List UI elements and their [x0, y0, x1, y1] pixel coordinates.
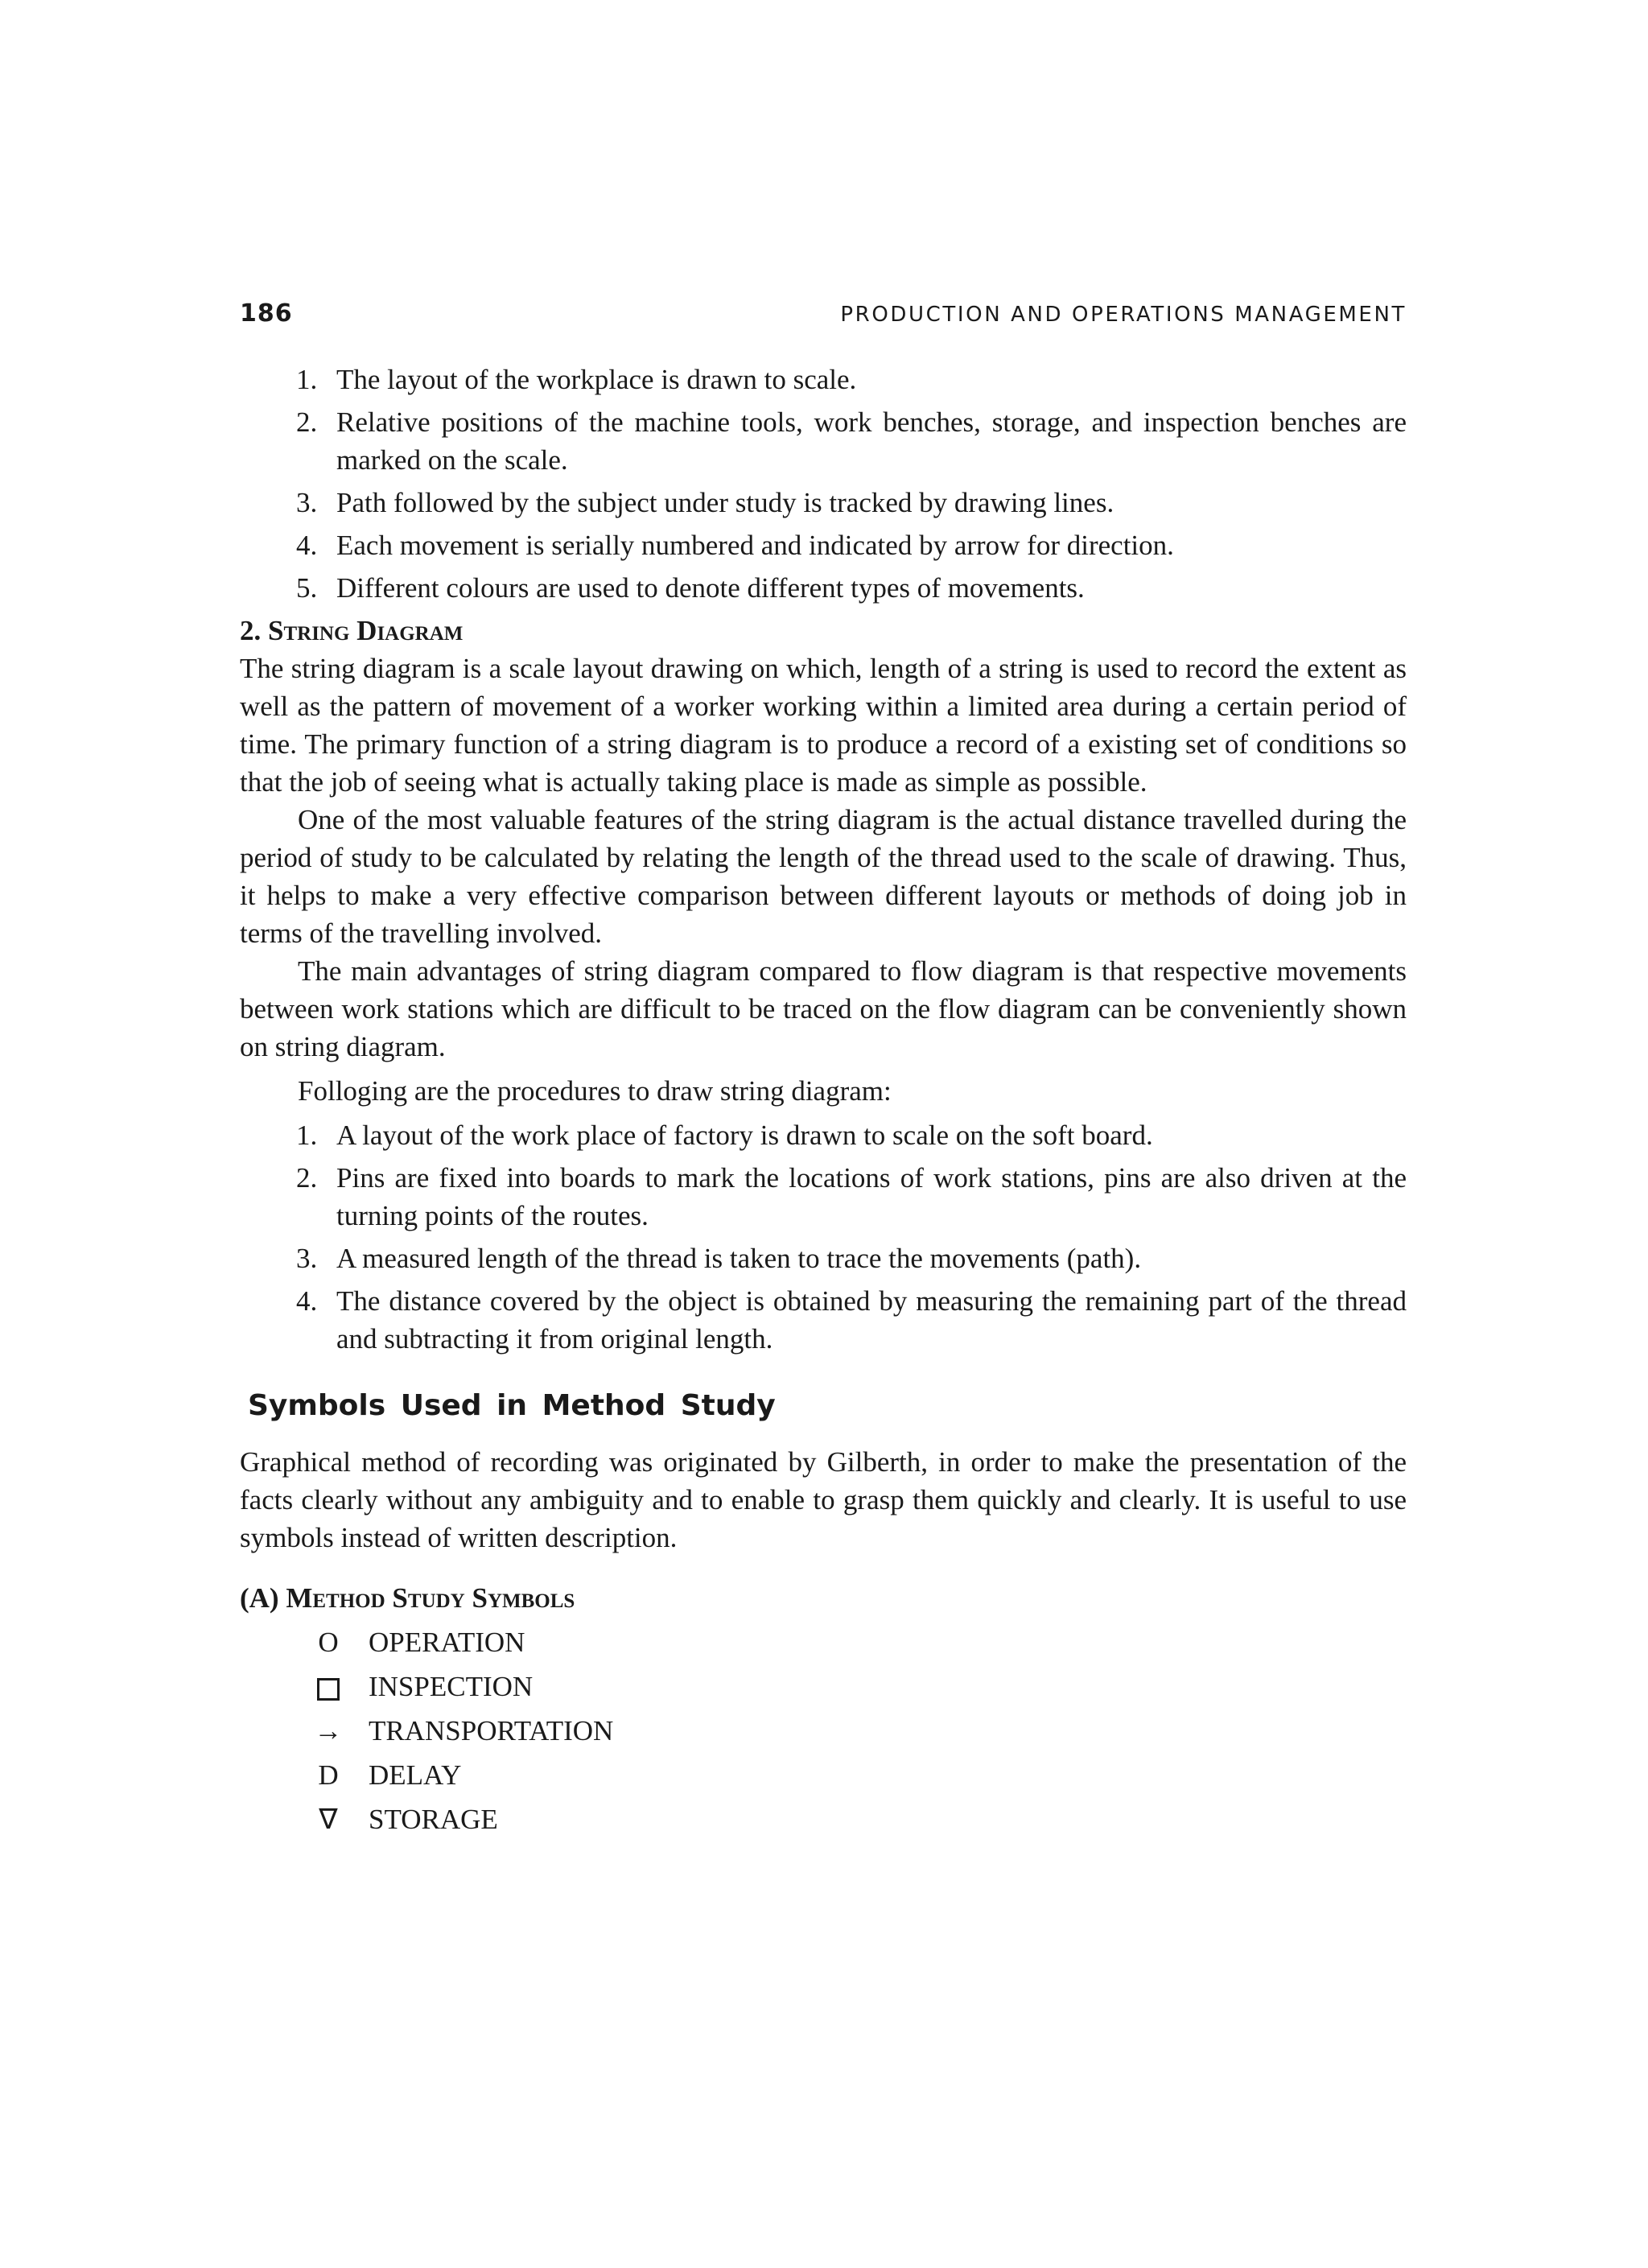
symbol-item [240, 1753, 1407, 1797]
list-item [240, 526, 1407, 564]
list-item [240, 403, 1407, 479]
list-text: Different colours are used to denote different types of movements. [336, 572, 1085, 604]
paragraph: Graphical method of recording was originated by Gilberth, in order to make the presentation of the facts clearly without any ambiguity and to enable to grasp them quickly and clearly. It is useful to use symbols instead of written description. [240, 1446, 1407, 1553]
page-number: 186 [240, 299, 293, 328]
list-text: Each movement is serially numbered and indicated by arrow for direction. [336, 530, 1174, 561]
symbol-label: TRANSPORTATION [369, 1715, 614, 1746]
paragraph: One of the most valuable features of the string diagram is the actual distance travelled during the period of study to be calculated by relating the length of the thread used to the scale of drawing. Thus, it helps to make a very effective comparison between different layouts or methods of doing job in terms of the travelling involved. [240, 804, 1407, 949]
list-item [240, 1282, 1407, 1358]
string-diagram-steps [240, 1116, 1407, 1358]
list-number: 4. [296, 1285, 318, 1317]
symbol-label: OPERATION [369, 1627, 525, 1658]
method-study-symbols-heading [240, 1579, 1407, 1617]
symbol-label: DELAY [369, 1759, 462, 1791]
symbol-label: INSPECTION [369, 1671, 534, 1702]
paragraph: The string diagram is a scale layout drawing on which, length of a string is used to record the extent as well as the pattern of movement of a worker working within a limited area during a certain period of time. The primary function of a string diagram is to produce a record of a existing set of conditions so that the job of seeing what is actually taking place is made as simple as possible. [240, 653, 1407, 798]
list-number: 3. [296, 487, 318, 518]
square-icon [314, 1664, 343, 1709]
running-head [240, 299, 1407, 332]
triangle-down-icon: ∇ [319, 1804, 338, 1835]
list-number: 5. [296, 572, 318, 604]
list-text: Pins are fixed into boards to mark the locations of work stations, pins are also driven at the turning points of the routes. [336, 1162, 1407, 1231]
list-item [240, 1159, 1407, 1235]
list-number: 4. [296, 530, 318, 561]
symbol-item [240, 1797, 1407, 1841]
list-item [240, 1116, 1407, 1154]
document-page [240, 0, 1407, 2268]
list-text: Path followed by the subject under study is tracked by drawing lines. [336, 487, 1114, 518]
string-diagram-heading [240, 612, 1407, 649]
circle-icon: O [318, 1627, 339, 1658]
list-text: The distance covered by the object is obtained by measuring the remaining part of the thread and subtracting it from original length. [336, 1285, 1407, 1355]
list-item [240, 1239, 1407, 1277]
list-text: A measured length of the thread is taken to trace the movements (path). [336, 1243, 1142, 1274]
symbol-item [240, 1620, 1407, 1664]
section-heading: Symbols Used in Method Study [248, 1389, 776, 1422]
list-item [240, 361, 1407, 398]
book-title: PRODUCTION AND OPERATIONS MANAGEMENT [840, 303, 1407, 327]
heading-label: (A) [240, 1582, 279, 1614]
list-number: 2. [296, 1162, 318, 1194]
heading-title: String Diagram [268, 615, 464, 646]
list-number: 1. [296, 1120, 318, 1151]
paragraph: The main advantages of string diagram compared to flow diagram is that respective movements between work stations which are difficult to be traced on the flow diagram can be conveniently shown on string diagram. [240, 955, 1407, 1062]
flow-diagram-steps [240, 361, 1407, 607]
symbol-label: STORAGE [369, 1804, 498, 1835]
delay-d-icon: D [318, 1759, 339, 1791]
list-number: 1. [296, 364, 318, 395]
list-text: Relative positions of the machine tools, work benches, storage, and inspection benches are marked on the scale. [336, 406, 1407, 476]
symbol-list [240, 1620, 1407, 1841]
heading-number: 2. [240, 615, 262, 646]
symbol-item [240, 1664, 1407, 1709]
heading-title: Method Study Symbols [286, 1582, 575, 1614]
list-text: A layout of the work place of factory is drawn to scale on the soft board. [336, 1120, 1153, 1151]
list-text: The layout of the workplace is drawn to scale. [336, 364, 857, 395]
arrow-right-icon: → [314, 1715, 343, 1746]
paragraph: Folloging are the procedures to draw string diagram: [298, 1075, 892, 1107]
symbol-item [240, 1709, 1407, 1753]
list-number: 2. [296, 406, 318, 438]
list-number: 3. [296, 1243, 318, 1274]
list-item [240, 569, 1407, 607]
list-item [240, 484, 1407, 522]
page-body [240, 361, 1407, 1841]
